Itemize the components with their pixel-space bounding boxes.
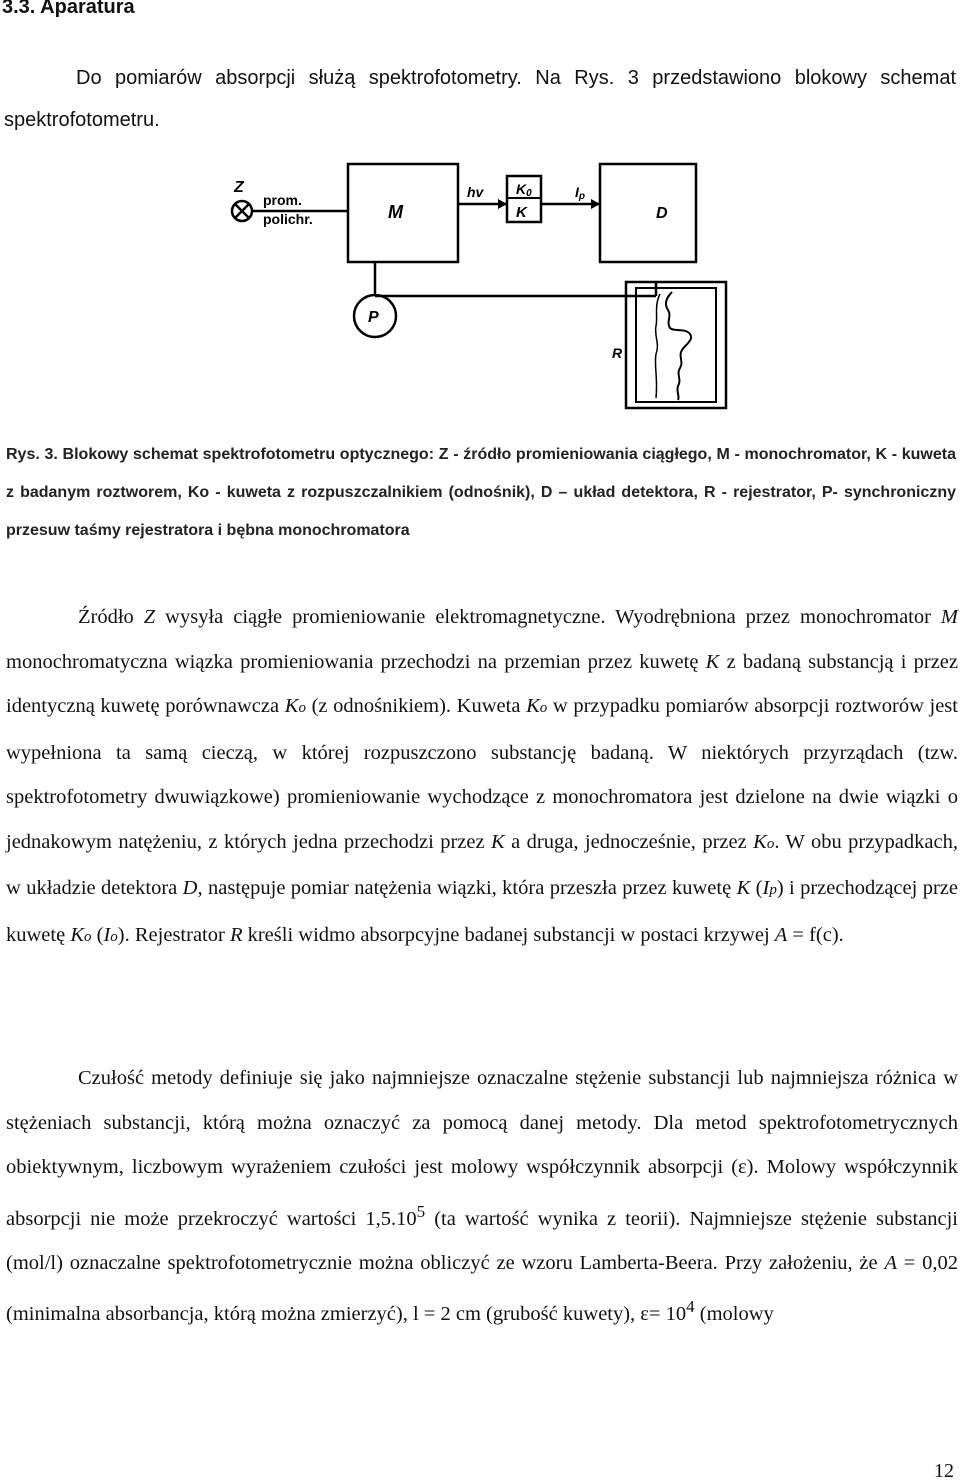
intro-text: Do pomiarów absorpcji służą spektrofotometry. Na Rys. 3 przedstawiono blokowy schemat spektrofotometru. (4, 67, 956, 131)
label-polichr: polichr. (263, 211, 313, 227)
label-m: M (388, 202, 403, 222)
source-lamp-icon (232, 201, 252, 221)
label-k0: K0 (516, 181, 532, 199)
figure-caption: Rys. 3. Blokowy schemat spektrofotometru optycznego: Z - źródło promieniowania ciągłego, M - monochromator, K - kuweta z badanym roztworem, Ko - kuweta z rozpuszczalnikiem (odnośnik), D – układ detektora, R - rejestrator, P- synchroniczny przesuw taśmy rejestratora i bębna monochromatora (6, 446, 956, 539)
monochromator-box (348, 164, 458, 262)
label-p: P (368, 309, 379, 326)
spectrum-trace (666, 292, 691, 400)
label-ip: Ip (575, 184, 585, 202)
recorder-inner (636, 288, 716, 402)
label-k: K (516, 204, 527, 221)
label-d: D (656, 205, 668, 222)
beam-arrow-icon (498, 199, 507, 209)
intro-paragraph (4, 57, 956, 141)
paragraph-1: Źródło Z wysyła ciągłe promieniowanie elektromagnetyczne. Wyodrębniona przez monochromator M monochromatyczna wiązka promieniowania przechodzi na przemian przez kuwetę K z badaną substancją i przez identyczną kuwetę porównawcza Ko (z odnośnikiem). Kuweta Ko w przypadku pomiarów absorpcji roztworów jest wypełniona ta samą cieczą, w której rozpuszczono substancję badaną. W niektórych przyrządach (tzw. spektrofotometry dwuwiązkowe) promieniowanie wychodzące z monochromatora jest dzielone na dwie wiązki o jednakowym natężeniu, z których jedna przechodzi przez K a druga, jednocześnie, przez Ko. W obu przypadkach, w układzie detektora D, następuje pomiar natężenia wiązki, która przeszła przez kuwetę K (Ip) i przechodzącej prze kuwetę Ko (Io). Rejestrator R kreśli widmo absorpcyjne badanej substancji w postaci krzywej A = f(c). (6, 606, 958, 946)
section-heading: 3.3. Aparatura (2, 0, 135, 18)
beam-arrow-ip-icon (591, 199, 600, 209)
detector-box (600, 164, 696, 262)
paragraph-2: Czułość metody definiuje się jako najmniejsze oznaczalne stężenie substancji lub najmniejsza różnica w stężeniach substancji, którą można oznaczyć za pomocą danej metody. Dla metod spektrofotometrycznych obiektywnym, liczbowym wyrażeniem czułości jest molowy współczynnik absorpcji (ε). Molowy współczynnik absorpcji nie może przekroczyć wartości 1,5.10$^5$ (ta wartość wynika z teorii). Najmniejsze stężenie substancji (mol/l) oznaczalne spektrofotometrycznie można obliczyć ze wzoru Lamberta-Beera. Przy założeniu, że A = 0,02 (minimalna absorbancja, którą można zmierzyć), l = 2 cm (grubość kuwety), $\varepsilon= 10^4$ (molowy (6, 1067, 959, 1326)
label-prom: prom. (263, 192, 302, 208)
recorder-outer (626, 282, 726, 408)
label-z: Z (234, 179, 244, 196)
label-hv: hv (467, 184, 484, 200)
label-r: R (612, 345, 623, 361)
page-number: 12 (934, 1460, 954, 1482)
spectrum-trace-2 (655, 294, 660, 398)
spectrophotometer-diagram (220, 156, 746, 412)
